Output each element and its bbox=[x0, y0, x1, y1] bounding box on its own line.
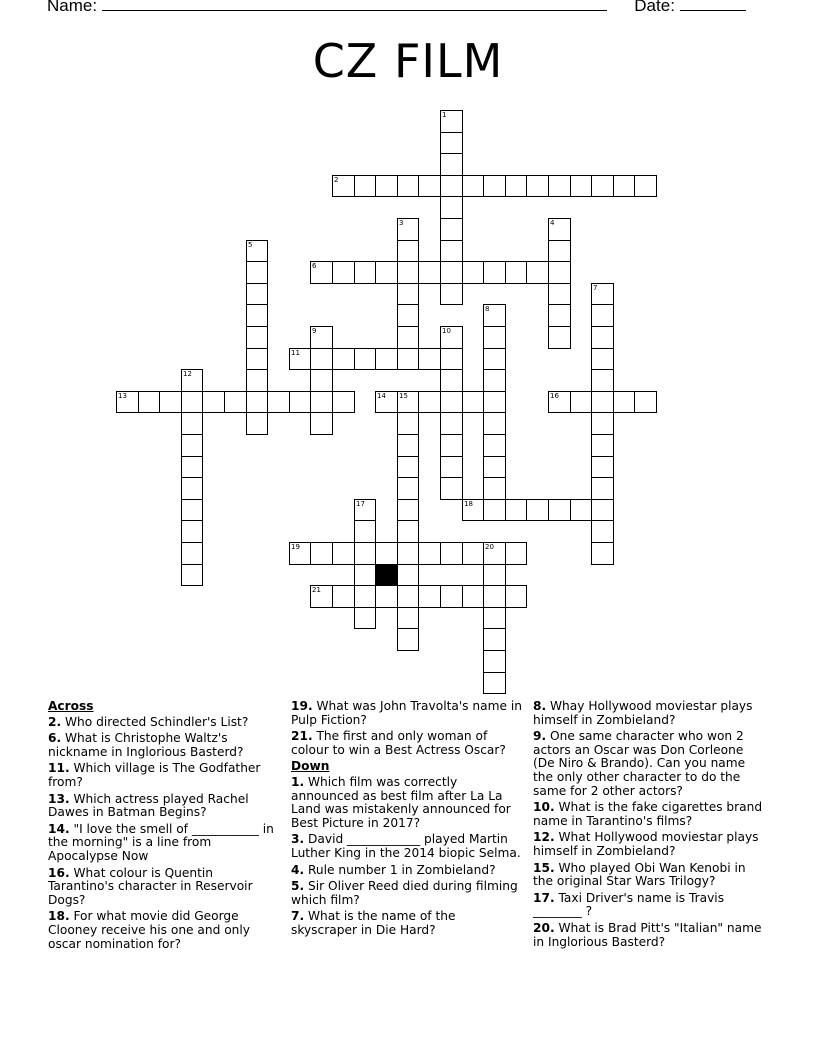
clue-down-12: 12. What Hollywood moviestar plays himself in Zombieland? bbox=[533, 830, 759, 858]
grid-cell[interactable] bbox=[483, 348, 506, 370]
grid-cell[interactable] bbox=[159, 391, 182, 413]
grid-cell[interactable] bbox=[591, 175, 614, 197]
grid-cell[interactable] bbox=[591, 499, 614, 521]
clue-down-7: 7. What is the name of the skyscraper in Die Hard? bbox=[291, 909, 456, 937]
grid-cell[interactable] bbox=[570, 175, 592, 197]
grid-cell[interactable] bbox=[310, 542, 333, 565]
grid-cell[interactable] bbox=[397, 477, 419, 500]
clue-down-4: 4. Rule number 1 in Zombieland? bbox=[291, 862, 496, 877]
grid-cell[interactable] bbox=[462, 585, 484, 608]
grid-cell[interactable] bbox=[505, 175, 527, 197]
grid-cell[interactable] bbox=[591, 348, 614, 370]
grid-cell[interactable] bbox=[591, 369, 614, 392]
grid-cell[interactable] bbox=[397, 499, 419, 521]
grid-cell[interactable] bbox=[440, 369, 463, 392]
grid-cell[interactable] bbox=[483, 412, 506, 435]
cell-number-4: 4 bbox=[550, 219, 555, 227]
grid-cell[interactable] bbox=[483, 564, 506, 586]
grid-cell[interactable] bbox=[181, 499, 203, 521]
grid-cell[interactable] bbox=[462, 175, 484, 197]
grid-cell[interactable] bbox=[332, 348, 355, 370]
black-cell bbox=[375, 564, 398, 586]
grid-cell[interactable] bbox=[181, 542, 203, 565]
page-title: CZ FILM bbox=[312, 34, 504, 88]
grid-cell[interactable] bbox=[483, 477, 506, 500]
grid-cell[interactable] bbox=[440, 585, 463, 608]
clue-across-21: 21. The first and only woman of colour to win a Best Actress Oscar? bbox=[291, 729, 506, 757]
cell-number-2: 2 bbox=[334, 176, 339, 184]
cell-number-10: 10 bbox=[442, 327, 451, 335]
cell-number-11: 11 bbox=[291, 349, 300, 357]
grid-cell[interactable] bbox=[397, 326, 419, 349]
grid-cell[interactable] bbox=[440, 542, 463, 565]
grid-cell[interactable] bbox=[397, 240, 419, 262]
grid-cell[interactable] bbox=[397, 456, 419, 478]
grid-cell[interactable] bbox=[181, 520, 203, 543]
grid-cell[interactable] bbox=[548, 261, 571, 284]
cell-number-1: 1 bbox=[442, 111, 447, 119]
grid-cell[interactable] bbox=[505, 261, 527, 284]
grid-cell[interactable] bbox=[591, 304, 614, 327]
grid-cell[interactable] bbox=[181, 412, 203, 435]
grid-cell[interactable] bbox=[332, 585, 355, 608]
clue-down-1: 1. Which film was correctly announced as best film after La La Land was mistakenly announced for Best Picture in 2017? bbox=[291, 774, 511, 830]
name-label: Name: bbox=[47, 0, 98, 15]
grid-cell[interactable] bbox=[310, 412, 333, 435]
grid-cell[interactable] bbox=[440, 261, 463, 284]
grid-cell[interactable] bbox=[440, 240, 463, 262]
grid-cell[interactable] bbox=[462, 261, 484, 284]
clue-across-11: 11. Which village is The Godfather from? bbox=[48, 761, 261, 789]
cell-number-15: 15 bbox=[399, 392, 408, 400]
clue-across-19: 19. What was John Travolta's name in Pulp Fiction? bbox=[291, 699, 522, 727]
grid-cell[interactable] bbox=[354, 564, 376, 586]
grid-cell[interactable] bbox=[591, 542, 614, 565]
grid-cell[interactable] bbox=[483, 628, 506, 651]
grid-cell[interactable] bbox=[397, 261, 419, 284]
grid-cell[interactable] bbox=[483, 261, 506, 284]
grid-cell[interactable] bbox=[613, 175, 635, 197]
grid-cell[interactable] bbox=[397, 434, 419, 457]
grid-cell[interactable] bbox=[505, 585, 527, 608]
grid-cell[interactable] bbox=[440, 477, 463, 500]
grid-cell[interactable] bbox=[440, 456, 463, 478]
grid-cell[interactable] bbox=[418, 348, 441, 370]
cell-number-17: 17 bbox=[356, 500, 365, 508]
grid-cell[interactable] bbox=[440, 132, 463, 154]
grid-cell[interactable] bbox=[375, 261, 398, 284]
grid-cell[interactable] bbox=[354, 520, 376, 543]
clue-down-15: 15. Who played Obi Wan Kenobi in the original Star Wars Trilogy? bbox=[533, 860, 746, 889]
grid-cell[interactable] bbox=[246, 304, 268, 327]
cell-number-21: 21 bbox=[312, 586, 321, 594]
grid-cell[interactable] bbox=[375, 175, 398, 197]
grid-cell[interactable] bbox=[440, 196, 463, 219]
grid-cell[interactable] bbox=[548, 175, 571, 197]
grid-cell[interactable] bbox=[397, 304, 419, 327]
clue-down-8: 8. Whay Hollywood moviestar plays himself in Zombieland? bbox=[533, 699, 753, 727]
grid-cell[interactable] bbox=[526, 175, 549, 197]
grid-cell[interactable] bbox=[354, 348, 376, 370]
grid-cell[interactable] bbox=[570, 499, 592, 521]
grid-cell[interactable] bbox=[440, 348, 463, 370]
grid-cell[interactable] bbox=[440, 391, 463, 413]
grid-cell[interactable] bbox=[246, 391, 268, 413]
grid-cell[interactable] bbox=[483, 585, 506, 608]
cell-number-5: 5 bbox=[248, 241, 253, 249]
grid-cell[interactable] bbox=[483, 326, 506, 349]
cell-number-7: 7 bbox=[593, 284, 598, 292]
grid-cell[interactable] bbox=[440, 283, 463, 305]
clue-down-10: 10. What is the fake cigarettes brand name in Tarantino's films? bbox=[533, 800, 763, 828]
grid-cell[interactable] bbox=[246, 369, 268, 392]
grid-cell[interactable] bbox=[418, 391, 441, 413]
grid-cell[interactable] bbox=[181, 456, 203, 478]
grid-cell[interactable] bbox=[397, 412, 419, 435]
cell-number-18: 18 bbox=[464, 500, 473, 508]
clue-down-9: 9. One same character who won 2 actors an Oscar was Don Corleone (De Niro & Brando). Can you name the only other character to do the same for 2 other actors? bbox=[533, 729, 746, 798]
grid-cell[interactable] bbox=[548, 499, 571, 521]
grid-cell[interactable] bbox=[440, 434, 463, 457]
grid-cell[interactable] bbox=[505, 542, 527, 565]
clue-across-16: 16. What colour is Quentin Tarantino's character in Reservoir Dogs? bbox=[48, 865, 253, 907]
grid-cell[interactable] bbox=[397, 585, 419, 608]
cell-number-13: 13 bbox=[118, 392, 127, 400]
cell-number-16: 16 bbox=[550, 392, 559, 400]
clue-across-6: 6. What is Christophe Waltz's nickname in Inglorious Basterd? bbox=[48, 731, 244, 759]
grid-cell[interactable] bbox=[418, 261, 441, 284]
down-heading: Down bbox=[291, 759, 330, 774]
date-label: Date: bbox=[634, 0, 675, 15]
cell-number-9: 9 bbox=[312, 327, 317, 335]
cell-number-6: 6 bbox=[312, 262, 317, 270]
grid-cell[interactable] bbox=[548, 283, 571, 305]
grid-cell[interactable] bbox=[181, 477, 203, 500]
grid-cell[interactable] bbox=[354, 607, 376, 629]
grid-cell[interactable] bbox=[526, 499, 549, 521]
grid-cell[interactable] bbox=[483, 650, 506, 673]
grid-cell[interactable] bbox=[246, 261, 268, 284]
cell-number-12: 12 bbox=[183, 370, 192, 378]
clue-column-3 bbox=[533, 700, 765, 952]
cell-number-8: 8 bbox=[485, 305, 490, 313]
grid-cell[interactable] bbox=[397, 628, 419, 651]
grid-cell[interactable] bbox=[418, 175, 441, 197]
grid-cell[interactable] bbox=[397, 607, 419, 629]
grid-cell[interactable] bbox=[397, 348, 419, 370]
clue-down-20: 20. What is Brad Pitt's "Italian" name in Inglorious Basterd? bbox=[533, 920, 762, 949]
clue-across-14: 14. "I love the smell of ___________ in the morning" is a line from Apocalypse Now bbox=[48, 821, 274, 863]
grid-cell[interactable] bbox=[483, 434, 506, 457]
grid-cell[interactable] bbox=[354, 585, 376, 608]
grid-cell[interactable] bbox=[375, 348, 398, 370]
grid-cell[interactable] bbox=[634, 391, 657, 413]
grid-cell[interactable] bbox=[332, 542, 355, 565]
across-heading: Across bbox=[48, 699, 94, 713]
grid-cell[interactable] bbox=[418, 585, 441, 608]
grid-cell[interactable] bbox=[483, 369, 506, 392]
grid-cell[interactable] bbox=[354, 261, 376, 284]
grid-cell[interactable] bbox=[591, 412, 614, 435]
grid-cell[interactable] bbox=[483, 175, 506, 197]
grid-cell[interactable] bbox=[483, 607, 506, 629]
grid-cell[interactable] bbox=[332, 391, 355, 413]
grid-cell[interactable] bbox=[483, 456, 506, 478]
grid-cell[interactable] bbox=[483, 672, 506, 694]
grid-cell[interactable] bbox=[354, 542, 376, 565]
clue-across-2: 2. Who directed Schindler's List? bbox=[48, 714, 249, 729]
grid-cell[interactable] bbox=[591, 520, 614, 543]
grid-cell[interactable] bbox=[591, 434, 614, 457]
cell-number-20: 20 bbox=[485, 543, 494, 551]
grid-cell[interactable] bbox=[202, 391, 225, 413]
grid-cell[interactable] bbox=[462, 542, 484, 565]
grid-cell[interactable] bbox=[246, 326, 268, 349]
clue-column-2 bbox=[291, 700, 523, 941]
grid-cell[interactable] bbox=[440, 175, 463, 197]
grid-cell[interactable] bbox=[634, 175, 657, 197]
grid-cell[interactable] bbox=[397, 520, 419, 543]
clue-column-1 bbox=[48, 700, 280, 954]
grid-cell[interactable] bbox=[397, 283, 419, 305]
cell-number-19: 19 bbox=[291, 543, 300, 551]
grid-cell[interactable] bbox=[181, 391, 203, 413]
grid-cell[interactable] bbox=[591, 391, 614, 413]
grid-cell[interactable] bbox=[483, 499, 506, 521]
grid-cell[interactable] bbox=[440, 153, 463, 176]
grid-cell[interactable] bbox=[570, 391, 592, 413]
grid-cell[interactable] bbox=[548, 240, 571, 262]
grid-cell[interactable] bbox=[310, 348, 333, 370]
grid-cell[interactable] bbox=[397, 542, 419, 565]
cell-number-14: 14 bbox=[377, 392, 386, 400]
grid-cell[interactable] bbox=[397, 564, 419, 586]
clue-across-18: 18. For what movie did George Clooney receive his one and only oscar nomination for? bbox=[48, 909, 250, 951]
grid-cell[interactable] bbox=[310, 391, 333, 413]
grid-cell[interactable] bbox=[548, 326, 571, 349]
grid-cell[interactable] bbox=[591, 477, 614, 500]
clue-down-17: 17. Taxi Driver's name is Travis ________ ? bbox=[533, 890, 725, 919]
grid-cell[interactable] bbox=[181, 564, 203, 586]
grid-cell[interactable] bbox=[440, 218, 463, 241]
grid-cell[interactable] bbox=[375, 542, 398, 565]
grid-cell[interactable] bbox=[246, 283, 268, 305]
grid-cell[interactable] bbox=[440, 412, 463, 435]
grid-cell[interactable] bbox=[289, 391, 311, 413]
grid-cell[interactable] bbox=[526, 261, 549, 284]
grid-cell[interactable] bbox=[246, 348, 268, 370]
clue-down-3: 3. David ____________ played Martin Luther King in the 2014 biopic Selma. bbox=[291, 832, 521, 860]
grid-cell[interactable] bbox=[332, 261, 355, 284]
grid-cell[interactable] bbox=[548, 304, 571, 327]
grid-cell[interactable] bbox=[613, 391, 635, 413]
grid-cell[interactable] bbox=[267, 391, 290, 413]
grid-cell[interactable] bbox=[483, 391, 506, 413]
grid-cell[interactable] bbox=[138, 391, 160, 413]
grid-cell[interactable] bbox=[591, 456, 614, 478]
grid-cell[interactable] bbox=[505, 499, 527, 521]
grid-cell[interactable] bbox=[310, 369, 333, 392]
grid-cell[interactable] bbox=[224, 391, 247, 413]
grid-cell[interactable] bbox=[375, 585, 398, 608]
grid-cell[interactable] bbox=[246, 412, 268, 435]
grid-cell[interactable] bbox=[462, 391, 484, 413]
grid-cell[interactable] bbox=[418, 542, 441, 565]
grid-cell[interactable] bbox=[397, 175, 419, 197]
cell-number-3: 3 bbox=[399, 219, 404, 227]
grid-cell[interactable] bbox=[181, 434, 203, 457]
grid-cell[interactable] bbox=[354, 175, 376, 197]
grid-cell[interactable] bbox=[591, 326, 614, 349]
clue-across-13: 13. Which actress played Rachel Dawes in Batman Begins? bbox=[48, 791, 249, 820]
clue-down-5: 5. Sir Oliver Reed died during filming which film? bbox=[291, 879, 518, 907]
